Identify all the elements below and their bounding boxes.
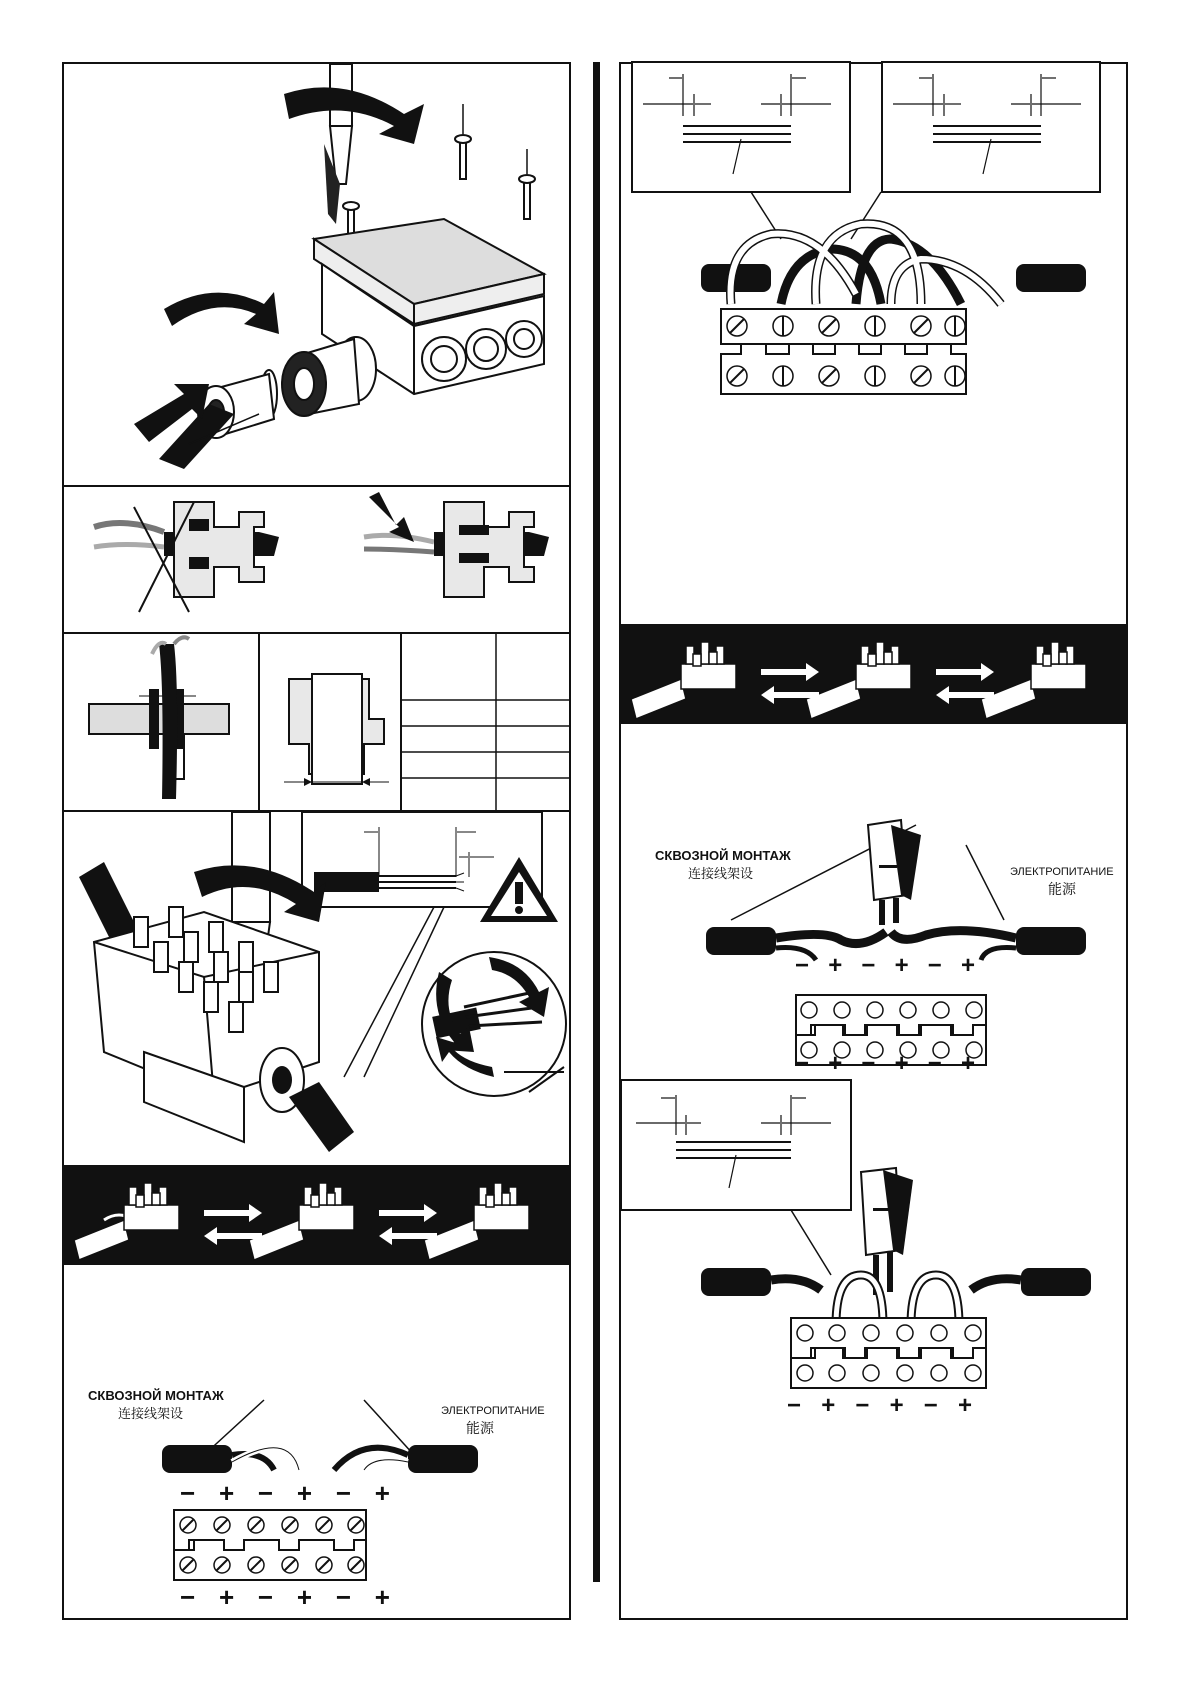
pass-through-label-cn-right: 连接线架设	[688, 866, 754, 881]
voltage-tester-icon	[868, 820, 921, 925]
junction-box-assembly-illustration	[64, 64, 569, 487]
column-divider	[593, 62, 600, 1582]
gland-correct-incorrect-illustration	[64, 487, 569, 632]
loop-wiring-illustration	[621, 64, 1126, 404]
power-supply-label-right: ЭЛЕКТРОПИТАНИЕ	[1010, 866, 1114, 878]
tester-wiring-illustration	[621, 820, 1126, 1070]
polarity-row-top-left: − + − + − +	[180, 1478, 390, 1508]
power-supply-label-cn: 能源	[466, 1420, 494, 1436]
polarity-row-bottom-right: − + − + − +	[795, 1050, 975, 1077]
polarity-row-bottom-left: − + − + − +	[180, 1582, 390, 1612]
pass-through-label-right: СКВОЗНОЙ МОНТАЖ	[655, 848, 791, 863]
pass-through-label: СКВОЗНОЙ МОНТАЖ	[88, 1388, 224, 1403]
bridge-loop-illustration	[621, 1080, 1126, 1400]
connector-sequence-illustration-right	[621, 624, 1126, 724]
gland-section-and-table	[64, 634, 569, 810]
connector-sequence-illustration	[64, 1165, 569, 1265]
power-supply-label: ЭЛЕКТРОПИТАНИЕ	[441, 1405, 545, 1417]
power-supply-label-cn-right: 能源	[1048, 881, 1076, 897]
polarity-row-top-right: − + − + − +	[795, 952, 975, 979]
pass-through-label-cn: 连接线架设	[118, 1406, 184, 1421]
terminal-wiring-illustration	[64, 812, 569, 1164]
polarity-row-bottom-right-2: − + − + − +	[787, 1392, 972, 1419]
